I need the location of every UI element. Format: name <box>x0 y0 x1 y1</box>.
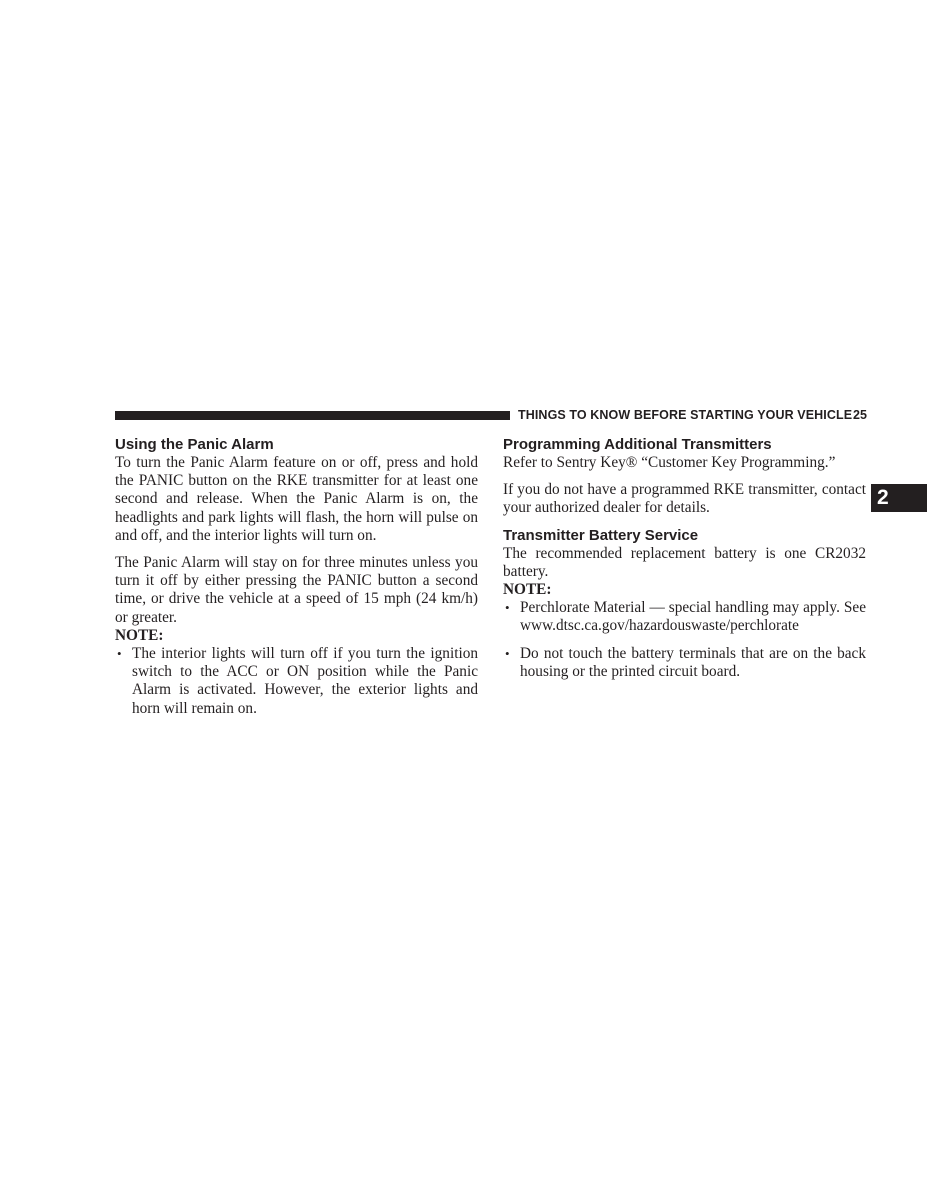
panic-alarm-paragraph-1: To turn the Panic Alarm feature on or off, press and hold the PANIC button on the RKE transmitter for at least one second and release. When the Panic Alarm is on, the headlights and park lights will flash, the horn will pulse on and off, and the interior lights will turn on. <box>115 454 478 544</box>
list-item <box>503 599 866 635</box>
right-note-list <box>503 599 866 681</box>
programming-paragraph-1: Refer to Sentry Key® “Customer Key Programming.” <box>503 454 836 471</box>
note-label: NOTE: <box>503 581 552 599</box>
header-rule <box>115 411 510 420</box>
bullet-icon: • <box>505 645 510 661</box>
programming-transmitters-heading: Programming Additional Transmitters <box>503 436 772 453</box>
battery-paragraph: The recommended replacement battery is one CR2032 battery. <box>503 544 866 580</box>
panic-alarm-heading: Using the Panic Alarm <box>115 436 274 453</box>
list-item-text: The interior lights will turn off if you turn the ignition switch to the ACC or ON position while the Panic Alarm is activated. However, the exterior lights and horn will remain on. <box>132 645 478 717</box>
list-item <box>503 645 866 681</box>
list-item <box>115 645 478 718</box>
section-tab: 2 <box>871 484 927 512</box>
list-item-text: Do not touch the battery terminals that are on the back housing or the printed circuit board. <box>520 644 866 680</box>
battery-service-heading: Transmitter Battery Service <box>503 526 699 544</box>
bullet-icon: • <box>505 600 510 616</box>
list-item-text: Perchlorate Material — special handling may apply. See www.dtsc.ca.gov/hazardouswaste/perchlorate <box>520 599 866 635</box>
left-column <box>115 435 478 718</box>
running-header-title: THINGS TO KNOW BEFORE STARTING YOUR VEHICLE <box>518 408 853 422</box>
programming-paragraph-2: If you do not have a programmed RKE transmitter, contact your authorized dealer for details. <box>503 481 866 517</box>
left-note-list <box>115 645 478 718</box>
panic-alarm-paragraph-2: The Panic Alarm will stay on for three minutes unless you turn it off by either pressing the PANIC button a second time, or drive the vehicle at a speed of 15 mph (24 km/h) or greater. <box>115 554 478 626</box>
note-label: NOTE: <box>115 626 164 644</box>
page-number: 25 <box>853 408 867 422</box>
right-column <box>503 435 866 681</box>
bullet-icon: • <box>117 646 122 662</box>
